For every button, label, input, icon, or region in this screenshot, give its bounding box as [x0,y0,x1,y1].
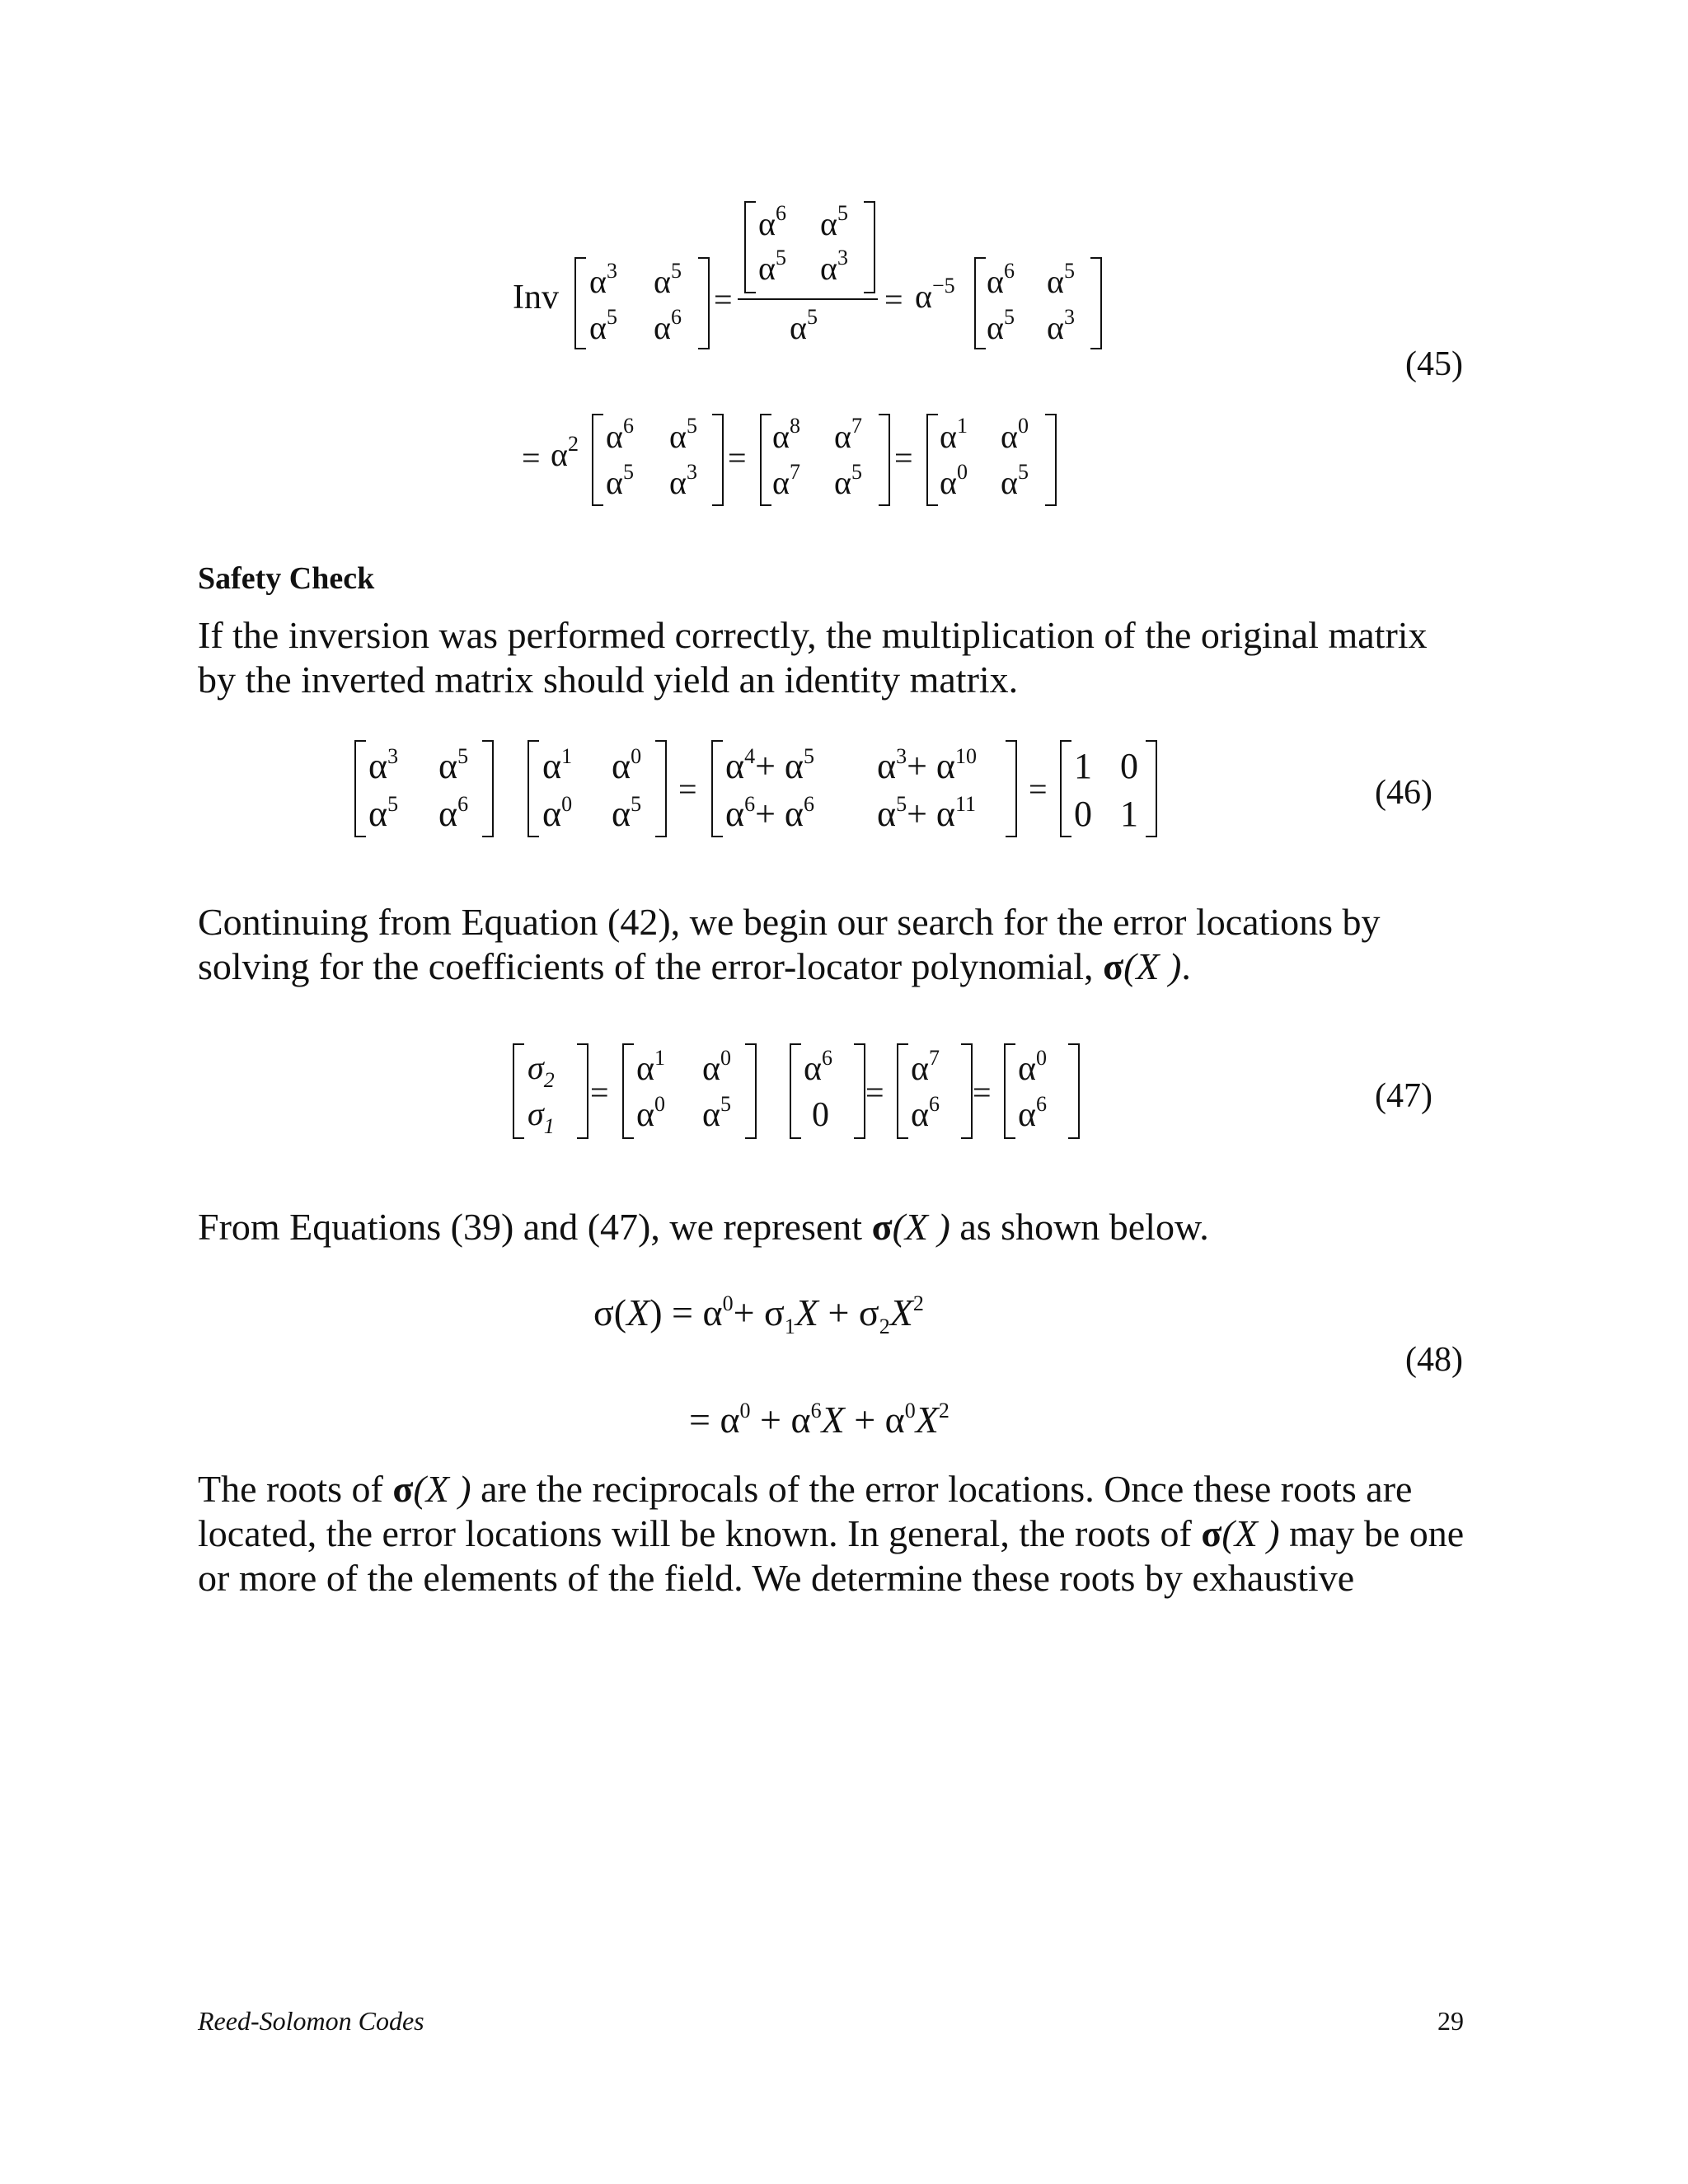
r1-cell: $\alpha^7$ [911,1046,940,1088]
bracket [790,1043,801,1139]
text-line: by the inverted matrix should yield an identity matrix. [198,658,1019,701]
paragraph [198,900,1381,989]
numerator-cell: $\alpha^5$ [820,201,848,242]
m1-cell: $\alpha^6$ [654,305,682,346]
text-run: located, the error locations will be known. In general, the roots of [198,1512,1202,1554]
b-cell: $\alpha^0$ [612,744,642,786]
paragraph [198,1205,1209,1249]
inv-label: Inv [513,279,559,316]
text-run: The roots of [198,1468,393,1510]
a-cell: $\alpha^5$ [368,792,399,834]
numerator-cell: $\alpha^6$ [758,201,786,242]
m-cell: $\alpha^5$ [702,1092,732,1134]
m5-cell: $\alpha^0$ [940,460,968,501]
m2-cell: $\alpha^5$ [987,305,1015,346]
bracket [1068,1043,1080,1139]
sigma-argument: (X ) [1123,945,1182,987]
equals-sign: = [894,439,913,476]
text-line: If the inversion was performed correctly, the multiplication of the original matrix [198,614,1428,656]
sigma-cell: $\sigma_1$ [528,1095,555,1138]
equals-sign: = [714,281,733,318]
bracket [760,414,771,506]
bracket [879,414,890,506]
fraction-bar [738,298,878,300]
text-run: are the reciprocals of the error locations. Once these roots are [471,1468,1413,1510]
a-cell: $\alpha^3$ [368,744,399,786]
bracket [528,740,539,837]
bracket [482,740,494,837]
footer-title: Reed-Solomon Codes [198,2006,424,2036]
c-cell: $\alpha^6+ \alpha^6$ [725,792,814,834]
bracket [698,257,710,349]
numerator-cell: $\alpha^5$ [758,246,786,287]
text-line [198,1511,1464,1556]
equation-number: (47) [1375,1077,1432,1115]
sigma-argument: (X ) [1221,1512,1280,1554]
text-run: From Equations (39) and (47), we represent [198,1206,872,1248]
bracket [655,740,667,837]
m1-cell: $\alpha^3$ [589,259,617,300]
equals-sign: = [884,281,903,318]
m-cell: $\alpha^0$ [636,1092,666,1134]
equation-number: (46) [1375,774,1432,812]
m2-cell: $\alpha^6$ [987,259,1015,300]
bracket [854,1043,865,1139]
sigma-cell: $\sigma_2$ [528,1049,555,1092]
numerator-cell: $\alpha^3$ [820,246,848,287]
section-heading: Safety Check [198,561,375,596]
m4-cell: $\alpha^8$ [772,414,800,455]
r2-cell: $\alpha^0$ [1018,1046,1048,1088]
m1-cell: $\alpha^5$ [654,259,682,300]
paragraph [198,613,1428,702]
equals-sign: = [865,1074,884,1111]
equation-line: $\sigma(X) = \alpha^0+ \sigma_1X + \sigma_2X^2$ [593,1291,924,1338]
d-cell: 1 [1120,794,1138,834]
text-line: or more of the elements of the field. We determine these roots by exhaustive [198,1557,1355,1599]
m4-cell: $\alpha^5$ [834,460,862,501]
equals-sign: = [973,1074,992,1111]
m5-cell: $\alpha^0$ [1001,414,1029,455]
b-cell: $\alpha^1$ [542,744,573,786]
bracket [711,740,723,837]
sigma-symbol: σ [1103,945,1124,987]
bracket [577,1043,588,1139]
bracket [513,1043,524,1139]
text-run: solving for the coefficients of the error-locator polynomial, [198,945,1104,987]
equation-line: = $\alpha^0 + \alpha^6X + \alpha^0X^2$ [689,1399,950,1441]
r1-cell: $\alpha^6$ [911,1092,940,1134]
c-cell: $\alpha^3+ \alpha^{10}$ [877,744,977,786]
scalar-factor: $\alpha^2$ [551,432,579,473]
text-run: . [1181,945,1191,987]
text-line: Continuing from Equation (42), we begin our search for the error locations by [198,901,1381,943]
d-cell: 0 [1120,746,1138,786]
c-cell: $\alpha^4+ \alpha^5$ [725,744,814,786]
bracket [926,414,938,506]
scalar-factor: $\alpha^{-5}$ [915,274,955,315]
a-cell: $\alpha^6$ [438,792,469,834]
c-cell: $\alpha^5+ \alpha^{11}$ [877,792,976,834]
bracket [974,257,986,349]
m5-cell: $\alpha^1$ [940,414,968,455]
m1-cell: $\alpha^5$ [589,305,617,346]
text-line [198,1467,1464,1511]
d-cell: 1 [1074,746,1092,786]
equals-sign: = [728,439,747,476]
m2-cell: $\alpha^3$ [1047,305,1075,346]
bracket [1006,740,1017,837]
bracket [1004,1043,1015,1139]
sigma-symbol: σ [1201,1512,1222,1554]
bracket [1146,740,1157,837]
bracket [1090,257,1102,349]
m5-cell: $\alpha^5$ [1001,460,1029,501]
equation-number: (45) [1405,345,1463,383]
d-cell: 0 [1074,794,1092,834]
a-cell: $\alpha^5$ [438,744,469,786]
m-cell: $\alpha^1$ [636,1046,666,1088]
paragraph [198,1467,1464,1601]
m2-cell: $\alpha^5$ [1047,259,1075,300]
bracket [744,201,756,293]
denominator: $\alpha^5$ [790,305,818,346]
b-cell: $\alpha^5$ [612,792,642,834]
text-line [198,944,1381,989]
m4-cell: $\alpha^7$ [772,460,800,501]
v-cell: $\alpha^6$ [804,1046,833,1088]
bracket [1060,740,1071,837]
text-run: as shown below. [950,1206,1209,1248]
bracket [745,1043,757,1139]
equals-sign: = [1029,771,1048,808]
sigma-argument: (X ) [413,1468,471,1510]
m3-cell: $\alpha^5$ [669,414,697,455]
m4-cell: $\alpha^7$ [834,414,862,455]
v-cell: 0 [812,1096,829,1134]
bracket [574,257,586,349]
equals-sign: = [678,771,697,808]
bracket [354,740,366,837]
sigma-symbol: σ [392,1468,414,1510]
page-number: 29 [1437,2006,1464,2036]
equals-sign: = [522,439,541,476]
m3-cell: $\alpha^5$ [606,460,634,501]
bracket [864,201,875,293]
m3-cell: $\alpha^3$ [669,460,697,501]
bracket [897,1043,908,1139]
m3-cell: $\alpha^6$ [606,414,634,455]
equals-sign: = [590,1074,609,1111]
bracket [622,1043,634,1139]
sigma-argument: (X ) [892,1206,950,1248]
bracket [592,414,603,506]
b-cell: $\alpha^0$ [542,792,573,834]
equation-number: (48) [1405,1341,1463,1379]
text-line [198,1205,1209,1249]
m-cell: $\alpha^0$ [702,1046,732,1088]
r2-cell: $\alpha^6$ [1018,1092,1048,1134]
bracket [712,414,724,506]
text-run: may be one [1279,1512,1465,1554]
sigma-symbol: σ [871,1206,893,1248]
bracket [961,1043,973,1139]
bracket [1045,414,1057,506]
